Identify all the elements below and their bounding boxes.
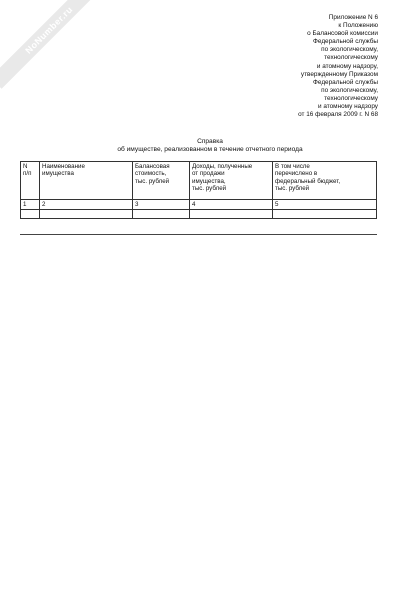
header-text: тыс. рублей [275, 185, 310, 193]
header-text: перечислено в [275, 170, 318, 178]
appendix-line: и атомному надзору, [316, 62, 378, 70]
header-text: федеральный бюджет, [275, 177, 341, 185]
footer-divider [20, 234, 377, 235]
header-text: тыс. рублей [135, 177, 170, 185]
header-text: от продажи [192, 170, 225, 178]
appendix-line: технологическому [324, 94, 378, 102]
table-header-row [21, 162, 377, 200]
header-cell-income [190, 162, 273, 200]
appendix-line: Федеральной службы [313, 78, 378, 86]
header-text: В том числе [275, 163, 310, 170]
table-row [21, 210, 377, 219]
header-cell-number [21, 162, 40, 200]
empty-cell [133, 210, 190, 219]
empty-cell [21, 210, 40, 219]
header-text: N [23, 163, 28, 170]
column-number-cell: 4 [190, 200, 273, 210]
empty-cell [40, 210, 133, 219]
appendix-line: и атомному надзору [318, 103, 378, 111]
header-text: Доходы, полученные [192, 163, 253, 170]
appendix-line: по экологическому, [321, 46, 378, 54]
header-text: Балансовая [135, 163, 170, 170]
document-title [0, 138, 420, 154]
header-text: имущества, [192, 177, 226, 185]
column-number-cell: 5 [273, 200, 377, 210]
header-text: п/п [23, 170, 32, 178]
empty-cell [190, 210, 273, 219]
header-cell-name [40, 162, 133, 200]
appendix-line: Федеральной службы [313, 38, 378, 46]
header-text: Наименование [42, 163, 85, 170]
appendix-line: утвержденному Приказом [300, 70, 378, 78]
column-number-cell: 2 [40, 200, 133, 210]
appendix-line: к Положению [338, 22, 378, 30]
appendix-line: от 16 февраля 2009 г. N 68 [298, 111, 378, 119]
property-table [20, 161, 377, 219]
empty-cell [273, 210, 377, 219]
subtitle-line: об имуществе, реализованном в течение отчетного периода [117, 146, 303, 153]
column-number-cell: 1 [21, 200, 40, 210]
header-cell-book-value [133, 162, 190, 200]
column-number-row [21, 200, 377, 210]
appendix-line: о Балансовой комиссии [307, 30, 378, 38]
header-text: стоимость, [135, 170, 167, 178]
appendix-line: технологическому [324, 54, 378, 62]
appendix-line: по экологическому, [321, 86, 378, 94]
header-text: имущества [42, 170, 74, 178]
header-text: тыс. рублей [192, 185, 227, 193]
title-line: Справка [197, 138, 223, 145]
appendix-note [298, 14, 378, 119]
watermark: NoNumber.ru [0, 0, 108, 89]
header-cell-budget [273, 162, 377, 200]
appendix-line: Приложение N 6 [328, 14, 378, 21]
column-number-cell: 3 [133, 200, 190, 210]
